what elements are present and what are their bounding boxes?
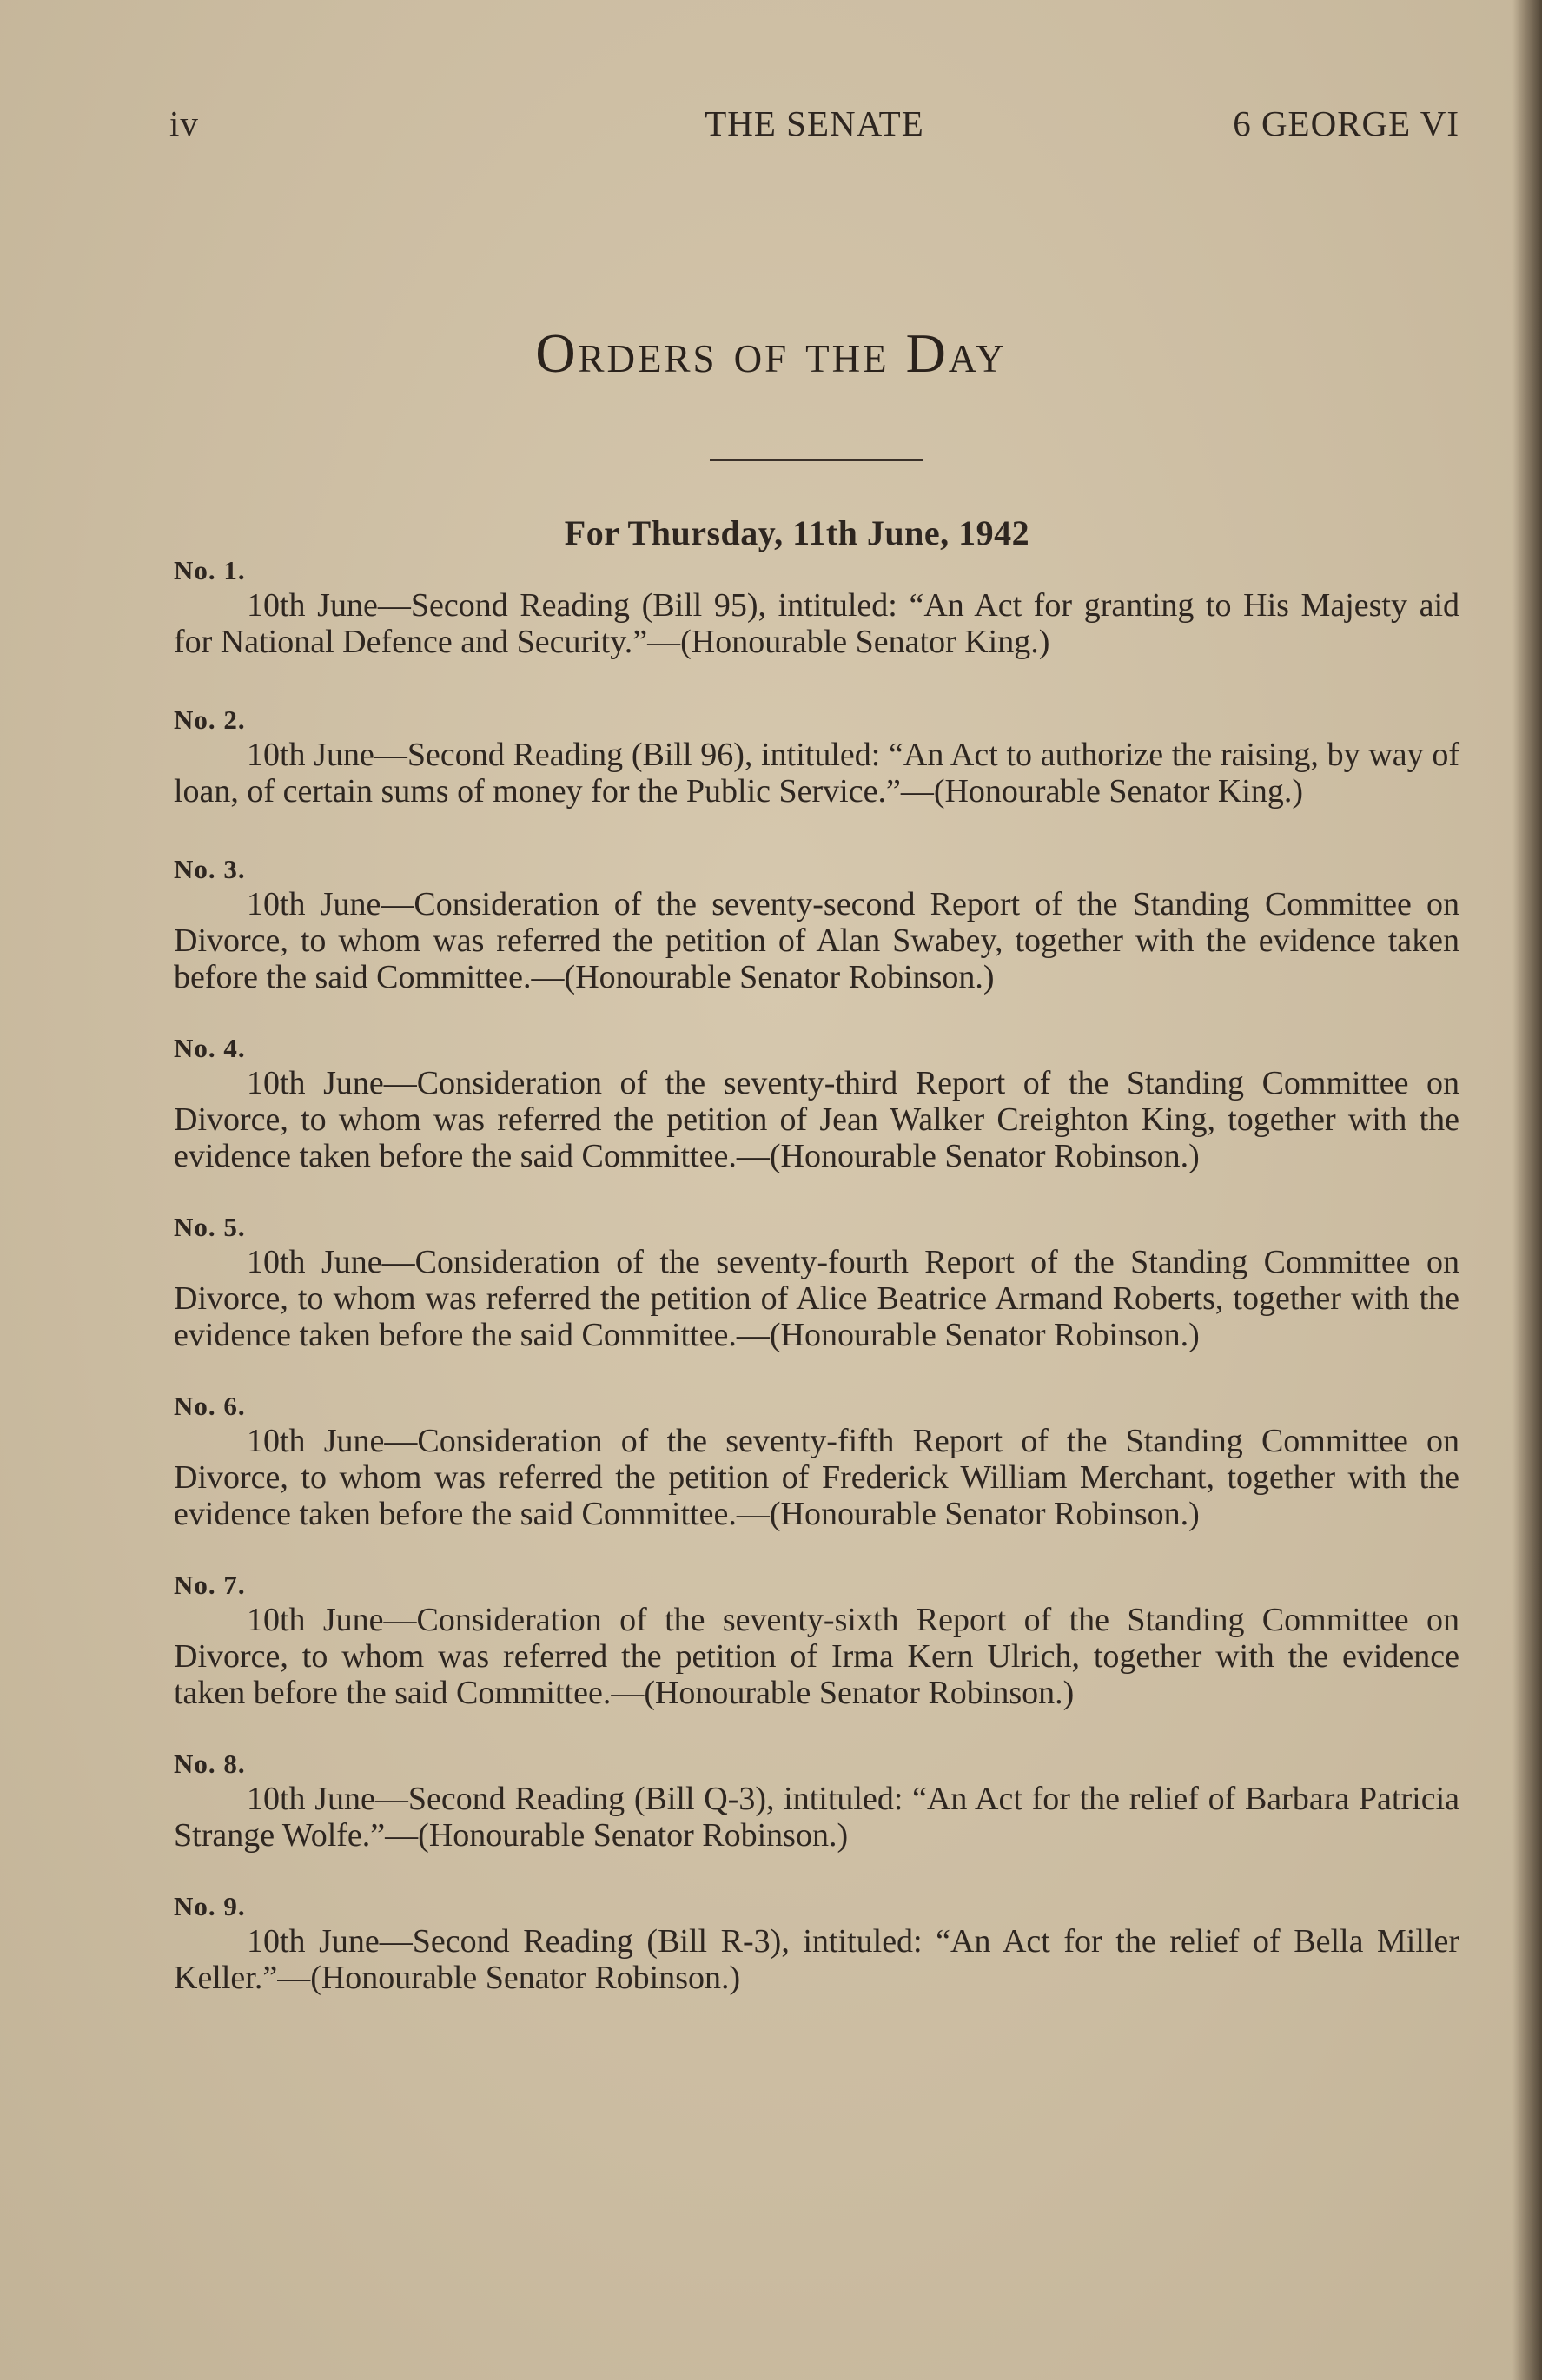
running-head-title: THE SENATE xyxy=(705,103,924,143)
order-number: No. 7. xyxy=(174,1570,246,1600)
order-item xyxy=(174,704,1459,810)
order-number: No. 6. xyxy=(174,1391,246,1421)
order-number: No. 8. xyxy=(174,1749,246,1779)
order-text: 10th June—Second Reading (Bill 95), intituled: “An Act for granting to His Majesty aid for National Defence and Security.”—(Honourable Senator King.) xyxy=(174,587,1459,660)
order-text: 10th June—Consideration of the seventy-second Report of the Standing Committee on Divorce, to whom was referred the petition of Alan Swabey, together with the evidence taken before the said Committee.—(Honourable Senator Robinson.) xyxy=(174,886,1459,995)
order-item xyxy=(174,554,1459,660)
order-text: 10th June—Second Reading (Bill R-3), intituled: “An Act for the relief of Bella Miller Keller.”—(Honourable Senator Robinson.) xyxy=(174,1923,1459,1996)
order-text: 10th June—Consideration of the seventy-sixth Report of the Standing Committee on Divorce, to whom was referred the petition of Irma Kern Ulrich, together with the evidence taken before the said Committee.—(Honourable Senator Robinson.) xyxy=(174,1602,1459,1711)
order-number: No. 4. xyxy=(174,1033,246,1063)
order-text: 10th June—Consideration of the seventy-third Report of the Standing Committee on Divorce, to whom was referred the petition of Jean Walker Creighton King, together with the evidence taken before the said Committee.—(Honourable Senator Robinson.) xyxy=(174,1065,1459,1174)
running-head-regnal-year: 6 GEORGE VI xyxy=(1233,103,1459,143)
orders-list xyxy=(174,554,1459,1996)
order-number: No. 3. xyxy=(174,854,246,884)
order-item xyxy=(174,853,1459,995)
order-number: No. 1. xyxy=(174,555,246,585)
date-heading: For Thursday, 11th June, 1942 xyxy=(564,513,1030,552)
order-item xyxy=(174,1569,1459,1711)
order-text: 10th June—Consideration of the seventy-fourth Report of the Standing Committee on Divorce, to whom was referred the petition of Alice Beatrice Armand Roberts, together with the evidence taken before the said Committee.—(Honourable Senator Robinson.) xyxy=(174,1244,1459,1353)
order-text: 10th June—Second Reading (Bill Q-3), intituled: “An Act for the relief of Barbara Patricia Strange Wolfe.”—(Honourable Senator Robinson.) xyxy=(174,1781,1459,1854)
page-number: iv xyxy=(169,103,199,143)
order-text: 10th June—Second Reading (Bill 96), intituled: “An Act to authorize the raising, by way of loan, of certain sums of money for the Public Service.”—(Honourable Senator King.) xyxy=(174,737,1459,810)
title-divider xyxy=(710,459,923,461)
order-text: 10th June—Consideration of the seventy-fifth Report of the Standing Committee on Divorce, to whom was referred the petition of Frederick William Merchant, together with the evidence taken before the said Committee.—(Honourable Senator Robinson.) xyxy=(174,1423,1459,1532)
running-head xyxy=(169,102,1459,155)
order-item xyxy=(174,1390,1459,1532)
order-item xyxy=(174,1890,1459,1996)
order-number: No. 5. xyxy=(174,1212,246,1242)
order-number: No. 9. xyxy=(174,1891,246,1921)
order-number: No. 2. xyxy=(174,704,246,735)
page-title: Orders of the Day xyxy=(535,322,1007,384)
order-item xyxy=(174,1748,1459,1854)
order-item xyxy=(174,1032,1459,1174)
order-item xyxy=(174,1211,1459,1353)
